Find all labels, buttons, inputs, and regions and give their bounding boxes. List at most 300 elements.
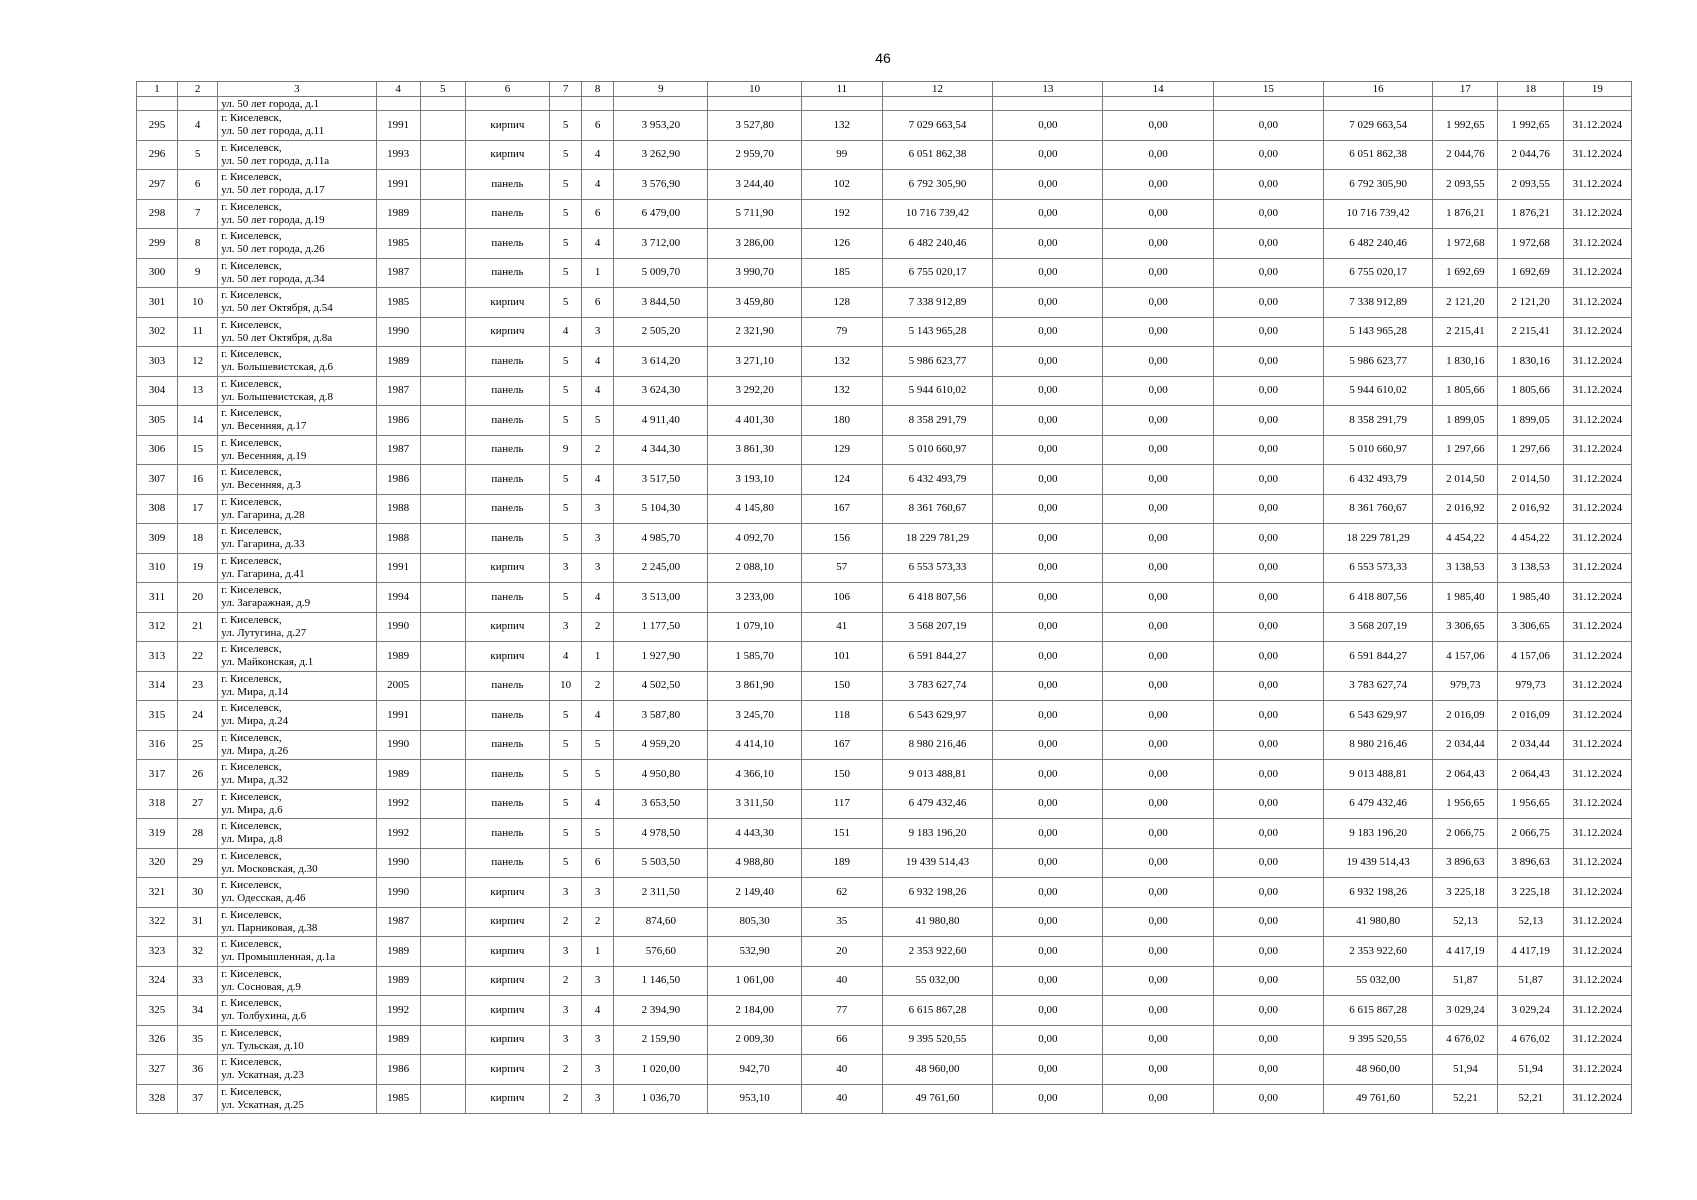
address-street: ул. Московская, д.30 bbox=[221, 862, 318, 875]
deadline-date-cell: 31.12.2024 bbox=[1563, 760, 1631, 790]
total-area-cell: 4 344,30 bbox=[614, 435, 708, 465]
group-index-cell: 30 bbox=[178, 878, 218, 908]
column-14-cell: 0,00 bbox=[1103, 878, 1213, 908]
address-street: ул. Весенняя, д.17 bbox=[221, 420, 307, 433]
column-header-4: 4 bbox=[376, 82, 420, 97]
wall-material-cell: панель bbox=[465, 406, 549, 436]
wall-material-cell: кирпич bbox=[465, 288, 549, 318]
floors-cell: 5 bbox=[550, 406, 582, 436]
floors-cell: 3 bbox=[550, 878, 582, 908]
build-year-cell: 1991 bbox=[376, 701, 420, 731]
address-cell bbox=[218, 878, 376, 908]
address-street: ул. Весенняя, д.19 bbox=[221, 449, 307, 462]
column-14-cell: 0,00 bbox=[1103, 435, 1213, 465]
column-8-cell: 3 bbox=[582, 1084, 614, 1114]
estimated-cost-cell: 8 358 291,79 bbox=[882, 406, 992, 436]
address-city: г. Киселевск, bbox=[221, 731, 282, 744]
column-header-12: 12 bbox=[882, 82, 992, 97]
row-number-cell: 309 bbox=[137, 524, 178, 554]
column-8-cell: 1 bbox=[582, 258, 614, 288]
deadline-date-cell: 31.12.2024 bbox=[1563, 819, 1631, 849]
total-area-cell: 3 953,20 bbox=[614, 111, 708, 141]
column-15-cell: 0,00 bbox=[1213, 229, 1323, 259]
living-area-cell: 532,90 bbox=[708, 937, 801, 967]
table-row bbox=[137, 583, 1632, 613]
column-14-cell: 0,00 bbox=[1103, 760, 1213, 790]
total-area-cell: 3 262,90 bbox=[614, 140, 708, 170]
column-5-cell bbox=[420, 730, 465, 760]
column-11-cell: 77 bbox=[801, 996, 882, 1026]
group-index-cell: 10 bbox=[178, 288, 218, 318]
total-area-cell: 4 959,20 bbox=[614, 730, 708, 760]
empty-cell bbox=[1103, 97, 1213, 111]
column-11-cell: 151 bbox=[801, 819, 882, 849]
column-14-cell: 0,00 bbox=[1103, 937, 1213, 967]
table-row bbox=[137, 671, 1632, 701]
address-city: г. Киселевск, bbox=[221, 554, 282, 567]
living-area-cell: 2 959,70 bbox=[708, 140, 801, 170]
total-area-cell: 3 844,50 bbox=[614, 288, 708, 318]
address-street: ул. Мира, д.26 bbox=[221, 744, 289, 757]
column-16-cell: 6 615 867,28 bbox=[1324, 996, 1433, 1026]
build-year-cell: 1987 bbox=[376, 907, 420, 937]
group-index-cell: 22 bbox=[178, 642, 218, 672]
estimated-cost-cell: 5 944 610,02 bbox=[882, 376, 992, 406]
estimated-cost-cell: 5 010 660,97 bbox=[882, 435, 992, 465]
group-index-cell: 16 bbox=[178, 465, 218, 495]
column-17-cell: 2 034,44 bbox=[1433, 730, 1498, 760]
page-number: 46 bbox=[875, 50, 891, 66]
column-18-cell: 1 985,40 bbox=[1498, 583, 1563, 613]
empty-cell bbox=[1433, 97, 1498, 111]
column-13-cell: 0,00 bbox=[993, 140, 1103, 170]
column-header-9: 9 bbox=[614, 82, 708, 97]
wall-material-cell: кирпич bbox=[465, 642, 549, 672]
row-number-cell: 303 bbox=[137, 347, 178, 377]
column-18-cell: 1 972,68 bbox=[1498, 229, 1563, 259]
wall-material-cell: кирпич bbox=[465, 140, 549, 170]
column-11-cell: 35 bbox=[801, 907, 882, 937]
build-year-cell: 2005 bbox=[376, 671, 420, 701]
total-area-cell: 5 104,30 bbox=[614, 494, 708, 524]
column-14-cell: 0,00 bbox=[1103, 996, 1213, 1026]
column-17-cell: 2 016,09 bbox=[1433, 701, 1498, 731]
column-17-cell: 1 692,69 bbox=[1433, 258, 1498, 288]
column-13-cell: 0,00 bbox=[993, 671, 1103, 701]
wall-material-cell: кирпич bbox=[465, 1025, 549, 1055]
estimated-cost-cell: 6 482 240,46 bbox=[882, 229, 992, 259]
column-17-cell: 4 676,02 bbox=[1433, 1025, 1498, 1055]
column-14-cell: 0,00 bbox=[1103, 819, 1213, 849]
column-header-7: 7 bbox=[550, 82, 582, 97]
column-13-cell: 0,00 bbox=[993, 258, 1103, 288]
address-cell bbox=[218, 347, 376, 377]
build-year-cell: 1989 bbox=[376, 966, 420, 996]
build-year-cell: 1990 bbox=[376, 612, 420, 642]
address-street: ул. Мира, д.24 bbox=[221, 715, 289, 728]
column-13-cell: 0,00 bbox=[993, 465, 1103, 495]
group-index-cell: 26 bbox=[178, 760, 218, 790]
estimated-cost-cell: 41 980,80 bbox=[882, 907, 992, 937]
column-13-cell: 0,00 bbox=[993, 524, 1103, 554]
table-row bbox=[137, 878, 1632, 908]
column-16-cell: 8 358 291,79 bbox=[1324, 406, 1433, 436]
address-city: г. Киселевск, bbox=[221, 613, 282, 626]
column-15-cell: 0,00 bbox=[1213, 494, 1323, 524]
table-row bbox=[137, 937, 1632, 967]
column-11-cell: 167 bbox=[801, 494, 882, 524]
address-cell bbox=[218, 406, 376, 436]
deadline-date-cell: 31.12.2024 bbox=[1563, 848, 1631, 878]
column-11-cell: 101 bbox=[801, 642, 882, 672]
estimated-cost-cell: 5 986 623,77 bbox=[882, 347, 992, 377]
address-cell bbox=[218, 937, 376, 967]
floors-cell: 3 bbox=[550, 553, 582, 583]
column-15-cell: 0,00 bbox=[1213, 789, 1323, 819]
table-row bbox=[137, 465, 1632, 495]
column-18-cell: 2 014,50 bbox=[1498, 465, 1563, 495]
column-header-11: 11 bbox=[801, 82, 882, 97]
deadline-date-cell: 31.12.2024 bbox=[1563, 229, 1631, 259]
column-16-cell: 7 029 663,54 bbox=[1324, 111, 1433, 141]
column-16-cell: 9 013 488,81 bbox=[1324, 760, 1433, 790]
table-body bbox=[137, 97, 1632, 1114]
wall-material-cell: панель bbox=[465, 701, 549, 731]
column-11-cell: 156 bbox=[801, 524, 882, 554]
table-row bbox=[137, 347, 1632, 377]
build-year-cell: 1988 bbox=[376, 494, 420, 524]
column-8-cell: 4 bbox=[582, 583, 614, 613]
column-17-cell: 3 306,65 bbox=[1433, 612, 1498, 642]
build-year-cell: 1992 bbox=[376, 996, 420, 1026]
column-8-cell: 6 bbox=[582, 848, 614, 878]
column-15-cell: 0,00 bbox=[1213, 937, 1323, 967]
deadline-date-cell: 31.12.2024 bbox=[1563, 789, 1631, 819]
address-city: г. Киселевск, bbox=[221, 790, 282, 803]
column-11-cell: 66 bbox=[801, 1025, 882, 1055]
build-year-cell: 1986 bbox=[376, 465, 420, 495]
address-street: ул. Большевистская, д.8 bbox=[221, 390, 333, 403]
column-18-cell: 2 034,44 bbox=[1498, 730, 1563, 760]
address-city: г. Киселевск, bbox=[221, 761, 282, 774]
build-year-cell: 1989 bbox=[376, 937, 420, 967]
living-area-cell: 1 061,00 bbox=[708, 966, 801, 996]
table-row bbox=[137, 1025, 1632, 1055]
column-header-1: 1 bbox=[137, 82, 178, 97]
column-13-cell: 0,00 bbox=[993, 819, 1103, 849]
deadline-date-cell: 31.12.2024 bbox=[1563, 406, 1631, 436]
address-city: г. Киселевск, bbox=[221, 1085, 282, 1098]
living-area-cell: 3 286,00 bbox=[708, 229, 801, 259]
column-16-cell: 5 944 610,02 bbox=[1324, 376, 1433, 406]
build-year-cell: 1993 bbox=[376, 140, 420, 170]
column-15-cell: 0,00 bbox=[1213, 907, 1323, 937]
build-year-cell: 1991 bbox=[376, 170, 420, 200]
column-17-cell: 2 044,76 bbox=[1433, 140, 1498, 170]
column-13-cell: 0,00 bbox=[993, 1055, 1103, 1085]
column-5-cell bbox=[420, 111, 465, 141]
table-row bbox=[137, 494, 1632, 524]
deadline-date-cell: 31.12.2024 bbox=[1563, 553, 1631, 583]
address-cell bbox=[218, 376, 376, 406]
column-8-cell: 2 bbox=[582, 671, 614, 701]
column-16-cell: 3 783 627,74 bbox=[1324, 671, 1433, 701]
address-cell bbox=[218, 1055, 376, 1085]
living-area-cell: 4 443,30 bbox=[708, 819, 801, 849]
column-14-cell: 0,00 bbox=[1103, 730, 1213, 760]
address-city: г. Киселевск, bbox=[221, 820, 282, 833]
column-13-cell: 0,00 bbox=[993, 937, 1103, 967]
deadline-date-cell: 31.12.2024 bbox=[1563, 1025, 1631, 1055]
column-13-cell: 0,00 bbox=[993, 701, 1103, 731]
column-13-cell: 0,00 bbox=[993, 878, 1103, 908]
estimated-cost-cell: 6 418 807,56 bbox=[882, 583, 992, 613]
address-city: г. Киселевск, bbox=[221, 997, 282, 1010]
column-14-cell: 0,00 bbox=[1103, 524, 1213, 554]
column-13-cell: 0,00 bbox=[993, 553, 1103, 583]
column-header-2: 2 bbox=[178, 82, 218, 97]
estimated-cost-cell: 6 553 573,33 bbox=[882, 553, 992, 583]
address-street: ул. Одесская, д.46 bbox=[221, 892, 306, 905]
column-15-cell: 0,00 bbox=[1213, 760, 1323, 790]
wall-material-cell: панель bbox=[465, 376, 549, 406]
group-index-cell: 33 bbox=[178, 966, 218, 996]
total-area-cell: 1 020,00 bbox=[614, 1055, 708, 1085]
column-18-cell: 52,21 bbox=[1498, 1084, 1563, 1114]
address-city: г. Киселевск, bbox=[221, 112, 282, 125]
estimated-cost-cell: 9 013 488,81 bbox=[882, 760, 992, 790]
column-16-cell: 6 482 240,46 bbox=[1324, 229, 1433, 259]
column-5-cell bbox=[420, 1084, 465, 1114]
row-number-cell: 316 bbox=[137, 730, 178, 760]
wall-material-cell: панель bbox=[465, 229, 549, 259]
build-year-cell: 1985 bbox=[376, 229, 420, 259]
living-area-cell: 3 527,80 bbox=[708, 111, 801, 141]
build-year-cell: 1991 bbox=[376, 553, 420, 583]
floors-cell: 5 bbox=[550, 701, 582, 731]
column-13-cell: 0,00 bbox=[993, 435, 1103, 465]
address-cell bbox=[218, 435, 376, 465]
wall-material-cell: кирпич bbox=[465, 1084, 549, 1114]
column-header-18: 18 bbox=[1498, 82, 1563, 97]
build-year-cell: 1990 bbox=[376, 848, 420, 878]
column-15-cell: 0,00 bbox=[1213, 701, 1323, 731]
total-area-cell: 4 502,50 bbox=[614, 671, 708, 701]
column-18-cell: 2 215,41 bbox=[1498, 317, 1563, 347]
wall-material-cell: панель bbox=[465, 199, 549, 229]
address-city: г. Киселевск, bbox=[221, 230, 282, 243]
column-11-cell: 150 bbox=[801, 760, 882, 790]
table-row bbox=[137, 1055, 1632, 1085]
column-14-cell: 0,00 bbox=[1103, 1084, 1213, 1114]
column-18-cell: 1 956,65 bbox=[1498, 789, 1563, 819]
column-5-cell bbox=[420, 317, 465, 347]
column-11-cell: 124 bbox=[801, 465, 882, 495]
column-8-cell: 3 bbox=[582, 1025, 614, 1055]
address-cell bbox=[218, 907, 376, 937]
floors-cell: 5 bbox=[550, 524, 582, 554]
column-16-cell: 7 338 912,89 bbox=[1324, 288, 1433, 318]
column-13-cell: 0,00 bbox=[993, 996, 1103, 1026]
column-15-cell: 0,00 bbox=[1213, 317, 1323, 347]
column-5-cell bbox=[420, 258, 465, 288]
column-16-cell: 19 439 514,43 bbox=[1324, 848, 1433, 878]
column-5-cell bbox=[420, 1025, 465, 1055]
estimated-cost-cell: 6 755 020,17 bbox=[882, 258, 992, 288]
row-number-cell: 308 bbox=[137, 494, 178, 524]
wall-material-cell: панель bbox=[465, 258, 549, 288]
estimated-cost-cell: 9 183 196,20 bbox=[882, 819, 992, 849]
column-8-cell: 5 bbox=[582, 760, 614, 790]
column-17-cell: 1 899,05 bbox=[1433, 406, 1498, 436]
column-15-cell: 0,00 bbox=[1213, 996, 1323, 1026]
column-8-cell: 4 bbox=[582, 376, 614, 406]
address-cell bbox=[218, 848, 376, 878]
column-17-cell: 2 066,75 bbox=[1433, 819, 1498, 849]
floors-cell: 9 bbox=[550, 435, 582, 465]
address-street: ул. Лутугина, д.27 bbox=[221, 626, 307, 639]
column-15-cell: 0,00 bbox=[1213, 524, 1323, 554]
build-year-cell: 1991 bbox=[376, 111, 420, 141]
column-11-cell: 99 bbox=[801, 140, 882, 170]
living-area-cell: 3 292,20 bbox=[708, 376, 801, 406]
floors-cell: 5 bbox=[550, 170, 582, 200]
column-18-cell: 1 297,66 bbox=[1498, 435, 1563, 465]
total-area-cell: 1 177,50 bbox=[614, 612, 708, 642]
column-8-cell: 3 bbox=[582, 553, 614, 583]
floors-cell: 3 bbox=[550, 612, 582, 642]
address-street: ул. 50 лет города, д.11 bbox=[221, 125, 325, 138]
column-5-cell bbox=[420, 347, 465, 377]
row-number-cell: 328 bbox=[137, 1084, 178, 1114]
column-18-cell: 2 044,76 bbox=[1498, 140, 1563, 170]
column-18-cell: 4 157,06 bbox=[1498, 642, 1563, 672]
group-index-cell: 27 bbox=[178, 789, 218, 819]
floors-cell: 2 bbox=[550, 966, 582, 996]
column-14-cell: 0,00 bbox=[1103, 848, 1213, 878]
table-row bbox=[137, 730, 1632, 760]
living-area-cell: 3 271,10 bbox=[708, 347, 801, 377]
column-8-cell: 4 bbox=[582, 140, 614, 170]
estimated-cost-cell: 6 792 305,90 bbox=[882, 170, 992, 200]
living-area-cell: 4 366,10 bbox=[708, 760, 801, 790]
column-8-cell: 3 bbox=[582, 494, 614, 524]
column-14-cell: 0,00 bbox=[1103, 317, 1213, 347]
column-5-cell bbox=[420, 1055, 465, 1085]
deadline-date-cell: 31.12.2024 bbox=[1563, 937, 1631, 967]
living-area-cell: 4 414,10 bbox=[708, 730, 801, 760]
address-street: ул. 50 лет города, д.26 bbox=[221, 243, 325, 256]
column-13-cell: 0,00 bbox=[993, 1084, 1103, 1114]
floors-cell: 10 bbox=[550, 671, 582, 701]
deadline-date-cell: 31.12.2024 bbox=[1563, 494, 1631, 524]
column-8-cell: 6 bbox=[582, 288, 614, 318]
column-11-cell: 40 bbox=[801, 1084, 882, 1114]
empty-cell bbox=[1563, 97, 1631, 111]
estimated-cost-cell: 8 361 760,67 bbox=[882, 494, 992, 524]
estimated-cost-cell: 3 568 207,19 bbox=[882, 612, 992, 642]
group-index-cell: 5 bbox=[178, 140, 218, 170]
wall-material-cell: панель bbox=[465, 760, 549, 790]
column-13-cell: 0,00 bbox=[993, 199, 1103, 229]
group-index-cell: 19 bbox=[178, 553, 218, 583]
column-11-cell: 40 bbox=[801, 1055, 882, 1085]
column-14-cell: 0,00 bbox=[1103, 966, 1213, 996]
deadline-date-cell: 31.12.2024 bbox=[1563, 701, 1631, 731]
address-city: г. Киселевск, bbox=[221, 967, 282, 980]
address-cell bbox=[218, 789, 376, 819]
column-16-cell: 6 479 432,46 bbox=[1324, 789, 1433, 819]
column-number-header bbox=[137, 82, 1632, 97]
address-city: г. Киселевск, bbox=[221, 672, 282, 685]
wall-material-cell: кирпич bbox=[465, 612, 549, 642]
total-area-cell: 4 911,40 bbox=[614, 406, 708, 436]
row-number-cell: 318 bbox=[137, 789, 178, 819]
living-area-cell: 3 861,30 bbox=[708, 435, 801, 465]
group-index-cell: 32 bbox=[178, 937, 218, 967]
row-number-cell: 317 bbox=[137, 760, 178, 790]
table-row bbox=[137, 140, 1632, 170]
address-city: г. Киселевск, bbox=[221, 849, 282, 862]
living-area-cell: 4 092,70 bbox=[708, 524, 801, 554]
group-index-cell: 4 bbox=[178, 111, 218, 141]
address-cell bbox=[218, 111, 376, 141]
row-number-cell: 310 bbox=[137, 553, 178, 583]
column-18-cell: 2 016,09 bbox=[1498, 701, 1563, 731]
column-11-cell: 117 bbox=[801, 789, 882, 819]
wall-material-cell: панель bbox=[465, 819, 549, 849]
empty-cell bbox=[708, 97, 801, 111]
address-street: ул. Мира, д.32 bbox=[221, 774, 289, 787]
column-15-cell: 0,00 bbox=[1213, 553, 1323, 583]
column-14-cell: 0,00 bbox=[1103, 229, 1213, 259]
column-5-cell bbox=[420, 937, 465, 967]
column-15-cell: 0,00 bbox=[1213, 642, 1323, 672]
row-number-cell: 315 bbox=[137, 701, 178, 731]
group-index-cell: 25 bbox=[178, 730, 218, 760]
column-16-cell: 18 229 781,29 bbox=[1324, 524, 1433, 554]
column-11-cell: 129 bbox=[801, 435, 882, 465]
address-city: г. Киселевск, bbox=[221, 377, 282, 390]
row-number-cell: 321 bbox=[137, 878, 178, 908]
address-cell bbox=[218, 671, 376, 701]
column-8-cell: 4 bbox=[582, 347, 614, 377]
column-13-cell: 0,00 bbox=[993, 111, 1103, 141]
wall-material-cell: панель bbox=[465, 465, 549, 495]
wall-material-cell: панель bbox=[465, 730, 549, 760]
column-11-cell: 57 bbox=[801, 553, 882, 583]
wall-material-cell: кирпич bbox=[465, 907, 549, 937]
column-15-cell: 0,00 bbox=[1213, 258, 1323, 288]
deadline-date-cell: 31.12.2024 bbox=[1563, 465, 1631, 495]
empty-cell bbox=[882, 97, 992, 111]
wall-material-cell: панель bbox=[465, 583, 549, 613]
group-index-cell: 24 bbox=[178, 701, 218, 731]
address-street: ул. Мира, д.6 bbox=[221, 803, 283, 816]
address-city: г. Киселевск, bbox=[221, 141, 282, 154]
column-15-cell: 0,00 bbox=[1213, 465, 1323, 495]
column-11-cell: 62 bbox=[801, 878, 882, 908]
column-15-cell: 0,00 bbox=[1213, 406, 1323, 436]
total-area-cell: 3 587,80 bbox=[614, 701, 708, 731]
address-street: ул. Мира, д.8 bbox=[221, 833, 283, 846]
address-city: г. Киселевск, bbox=[221, 318, 282, 331]
column-14-cell: 0,00 bbox=[1103, 347, 1213, 377]
living-area-cell: 4 988,80 bbox=[708, 848, 801, 878]
column-16-cell: 10 716 739,42 bbox=[1324, 199, 1433, 229]
deadline-date-cell: 31.12.2024 bbox=[1563, 111, 1631, 141]
build-year-cell: 1987 bbox=[376, 258, 420, 288]
